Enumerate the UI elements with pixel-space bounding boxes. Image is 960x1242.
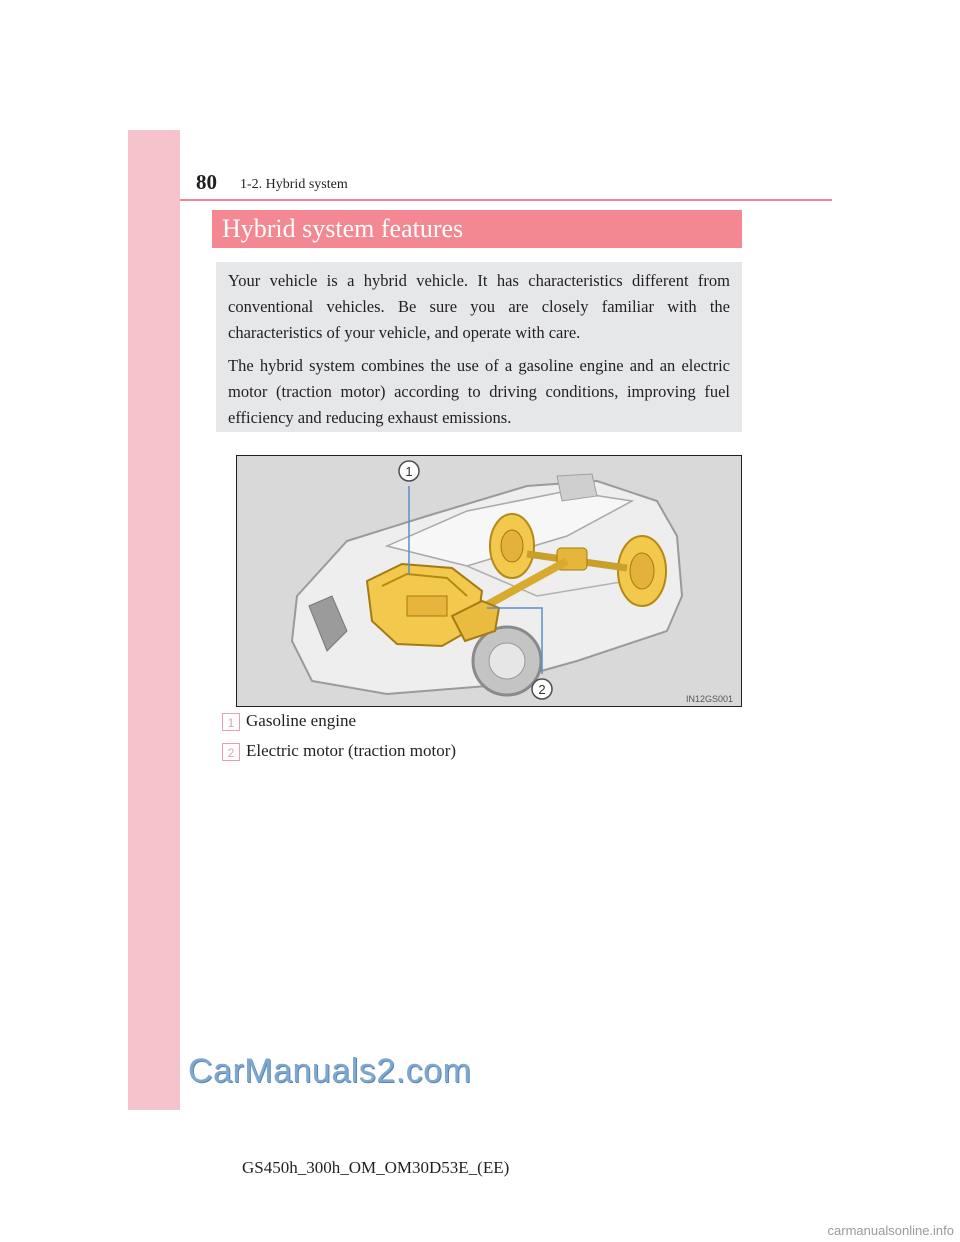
side-color-band: [128, 130, 180, 1110]
callout-2: 2: [538, 682, 546, 697]
page-title: Hybrid system features: [212, 210, 742, 248]
legend-item-1: [222, 710, 356, 732]
legend-label-1: Gasoline engine: [246, 711, 356, 730]
car-cutaway-drawing: [237, 456, 741, 706]
footer-code: GS450h_300h_OM_OM30D53E_(EE): [242, 1158, 510, 1177]
legend-item-2: [222, 740, 456, 762]
legend-number-1: 1: [222, 713, 240, 731]
legend-number-2: 2: [222, 743, 240, 761]
figure-code: IN12GS001: [685, 694, 733, 704]
callout-1: 1: [405, 464, 413, 479]
header-divider: [180, 199, 832, 201]
intro-paragraph-1: Your vehicle is a hybrid vehicle. It has characteristics different from conventional vehicles. Be sure you are closely familiar with the characteristics of your vehicle, and operate with care.: [228, 271, 730, 342]
watermark-logo: CarManuals2.com: [188, 1052, 472, 1090]
page-number: 80: [196, 170, 217, 194]
intro-paragraph-2: The hybrid system combines the use of a gasoline engine and an electric motor (traction motor) according to driving conditions, improving fuel efficiency and reducing exhaust emissions.: [228, 356, 730, 427]
legend-label-2: Electric motor (traction motor): [246, 741, 457, 760]
section-heading: 1-2. Hybrid system: [240, 177, 348, 192]
hybrid-system-illustration: [236, 455, 742, 707]
intro-box: [216, 262, 742, 432]
bottom-watermark: carmanualsonline.info: [827, 1223, 954, 1238]
